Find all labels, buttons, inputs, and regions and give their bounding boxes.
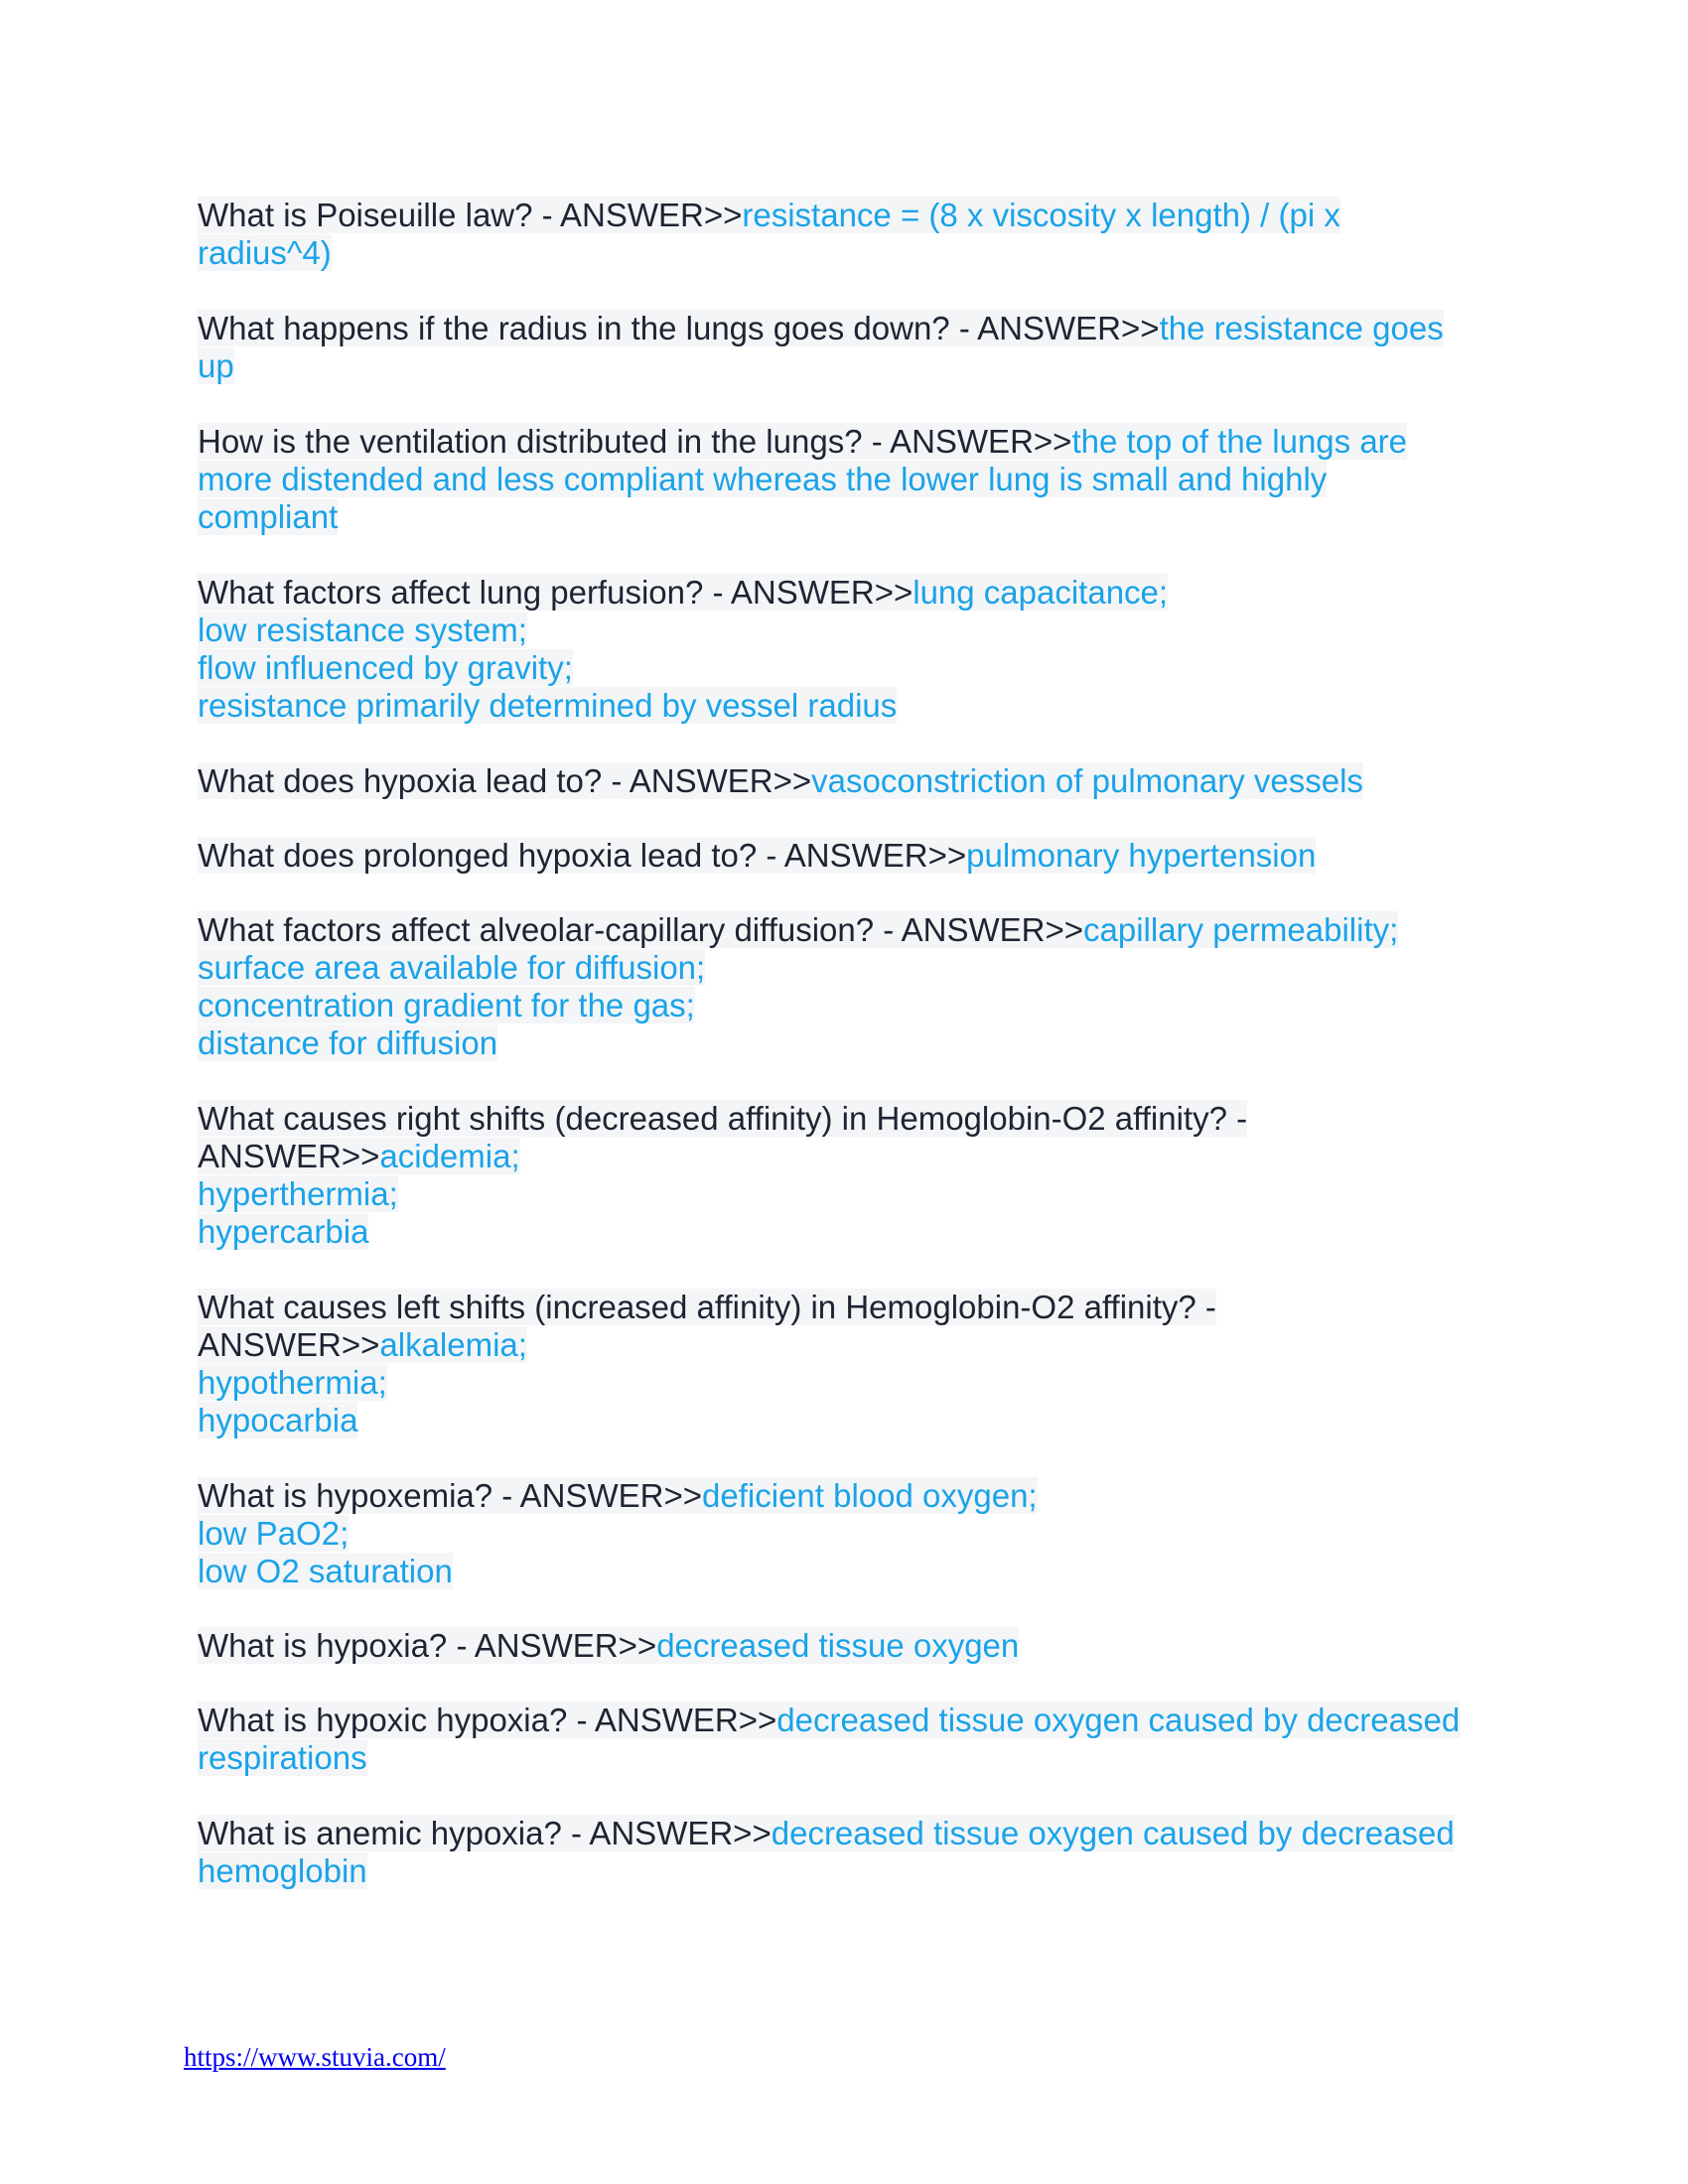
answer-text: distance for diffusion xyxy=(198,1024,498,1061)
question-text: What is Poiseuille law? - ANSWER>> xyxy=(198,197,743,233)
question-text: What is hypoxemia? - ANSWER>> xyxy=(198,1477,703,1514)
question-text: What causes left shifts (increased affinity) in Hemoglobin-O2 affinity? - xyxy=(198,1289,1216,1325)
answer-text: the resistance goes xyxy=(1159,310,1444,346)
answer-text: vasoconstriction of pulmonary vessels xyxy=(811,762,1363,799)
qa-line xyxy=(198,1815,1488,1852)
qa-line xyxy=(198,949,1488,987)
answer-text: the top of the lungs are xyxy=(1071,423,1408,460)
question-text: What is hypoxia? - ANSWER>> xyxy=(198,1627,657,1664)
answer-text: hemoglobin xyxy=(198,1852,367,1889)
question-text: What factors affect alveolar-capillary diffusion? - ANSWER>> xyxy=(198,911,1083,948)
question-text: What does prolonged hypoxia lead to? - ANSWER>> xyxy=(198,837,967,874)
qa-item xyxy=(198,574,1488,725)
qa-line xyxy=(198,1326,1488,1364)
qa-item xyxy=(198,423,1488,536)
answer-text: hypothermia; xyxy=(198,1364,387,1401)
answer-text: pulmonary hypertension xyxy=(966,837,1317,874)
question-text: ANSWER>> xyxy=(198,1138,380,1174)
answer-text: hyperthermia; xyxy=(198,1175,398,1212)
qa-item xyxy=(198,1627,1488,1665)
qa-line xyxy=(198,1515,1488,1553)
qa-line xyxy=(198,1739,1488,1777)
qa-line xyxy=(198,1100,1488,1138)
qa-line xyxy=(198,911,1488,949)
qa-line xyxy=(198,1477,1488,1515)
answer-text: low PaO2; xyxy=(198,1515,350,1552)
qa-line xyxy=(198,197,1488,234)
qa-line xyxy=(198,498,1488,536)
answer-text: hypocarbia xyxy=(198,1402,358,1438)
answer-text: more distended and less compliant whereas the lower lung is small and highly xyxy=(198,461,1328,497)
qa-line xyxy=(198,1138,1488,1175)
answer-text: decreased tissue oxygen xyxy=(656,1627,1020,1664)
qa-item xyxy=(198,310,1488,385)
qa-line xyxy=(198,612,1488,649)
qa-line xyxy=(198,1702,1488,1739)
qa-line xyxy=(198,1364,1488,1402)
answer-text: surface area available for diffusion; xyxy=(198,949,706,986)
answer-text: decreased tissue oxygen caused by decreased xyxy=(771,1815,1455,1851)
question-text: What is anemic hypoxia? - ANSWER>> xyxy=(198,1815,772,1851)
question-text: How is the ventilation distributed in the lungs? - ANSWER>> xyxy=(198,423,1072,460)
qa-item xyxy=(198,1289,1488,1439)
answer-text: concentration gradient for the gas; xyxy=(198,987,695,1024)
answer-text: capillary permeability; xyxy=(1083,911,1399,948)
answer-text: radius^4) xyxy=(198,234,332,271)
question-text: What happens if the radius in the lungs goes down? - ANSWER>> xyxy=(198,310,1160,346)
answer-text: decreased tissue oxygen caused by decreased xyxy=(776,1702,1461,1738)
answer-text: resistance primarily determined by vessel radius xyxy=(198,687,898,724)
answer-text: up xyxy=(198,347,234,384)
qa-line xyxy=(198,310,1488,347)
qa-item xyxy=(198,837,1488,875)
answer-text: hypercarbia xyxy=(198,1213,369,1250)
qa-item xyxy=(198,1100,1488,1251)
qa-line xyxy=(198,574,1488,612)
qa-line xyxy=(198,1024,1488,1062)
answer-text: deficient blood oxygen; xyxy=(702,1477,1038,1514)
qa-line xyxy=(198,762,1488,800)
answer-text: lung capacitance; xyxy=(913,574,1169,611)
footer-link[interactable]: https://www.stuvia.com/ xyxy=(184,2042,446,2072)
qa-item xyxy=(198,1815,1488,1890)
answer-text: respirations xyxy=(198,1739,367,1776)
qa-line xyxy=(198,1213,1488,1251)
qa-line xyxy=(198,1627,1488,1665)
qa-line xyxy=(198,1289,1488,1326)
answer-text: compliant xyxy=(198,498,339,535)
qa-line xyxy=(198,987,1488,1024)
question-text: What is hypoxic hypoxia? - ANSWER>> xyxy=(198,1702,777,1738)
qa-line xyxy=(198,649,1488,687)
question-text: What does hypoxia lead to? - ANSWER>> xyxy=(198,762,812,799)
qa-item xyxy=(198,762,1488,800)
qa-item xyxy=(198,197,1488,272)
question-text: ANSWER>> xyxy=(198,1326,380,1363)
qa-line xyxy=(198,423,1488,461)
answer-text: flow influenced by gravity; xyxy=(198,649,573,686)
qa-item xyxy=(198,1702,1488,1777)
qa-line xyxy=(198,234,1488,272)
answer-text: alkalemia; xyxy=(379,1326,527,1363)
qa-line xyxy=(198,461,1488,498)
answer-text: low resistance system; xyxy=(198,612,527,648)
question-text: What causes right shifts (decreased affinity) in Hemoglobin-O2 affinity? - xyxy=(198,1100,1248,1137)
qa-line xyxy=(198,1852,1488,1890)
qa-line xyxy=(198,347,1488,385)
qa-line xyxy=(198,837,1488,875)
qa-item xyxy=(198,1477,1488,1590)
qa-line xyxy=(198,1402,1488,1439)
answer-text: resistance = (8 x viscosity x length) / (pi x xyxy=(742,197,1340,233)
qa-line xyxy=(198,1553,1488,1590)
qa-line xyxy=(198,1175,1488,1213)
qa-line xyxy=(198,687,1488,725)
question-text: What factors affect lung perfusion? - ANSWER>> xyxy=(198,574,914,611)
qa-item xyxy=(198,911,1488,1062)
answer-text: acidemia; xyxy=(379,1138,520,1174)
answer-text: low O2 saturation xyxy=(198,1553,453,1589)
